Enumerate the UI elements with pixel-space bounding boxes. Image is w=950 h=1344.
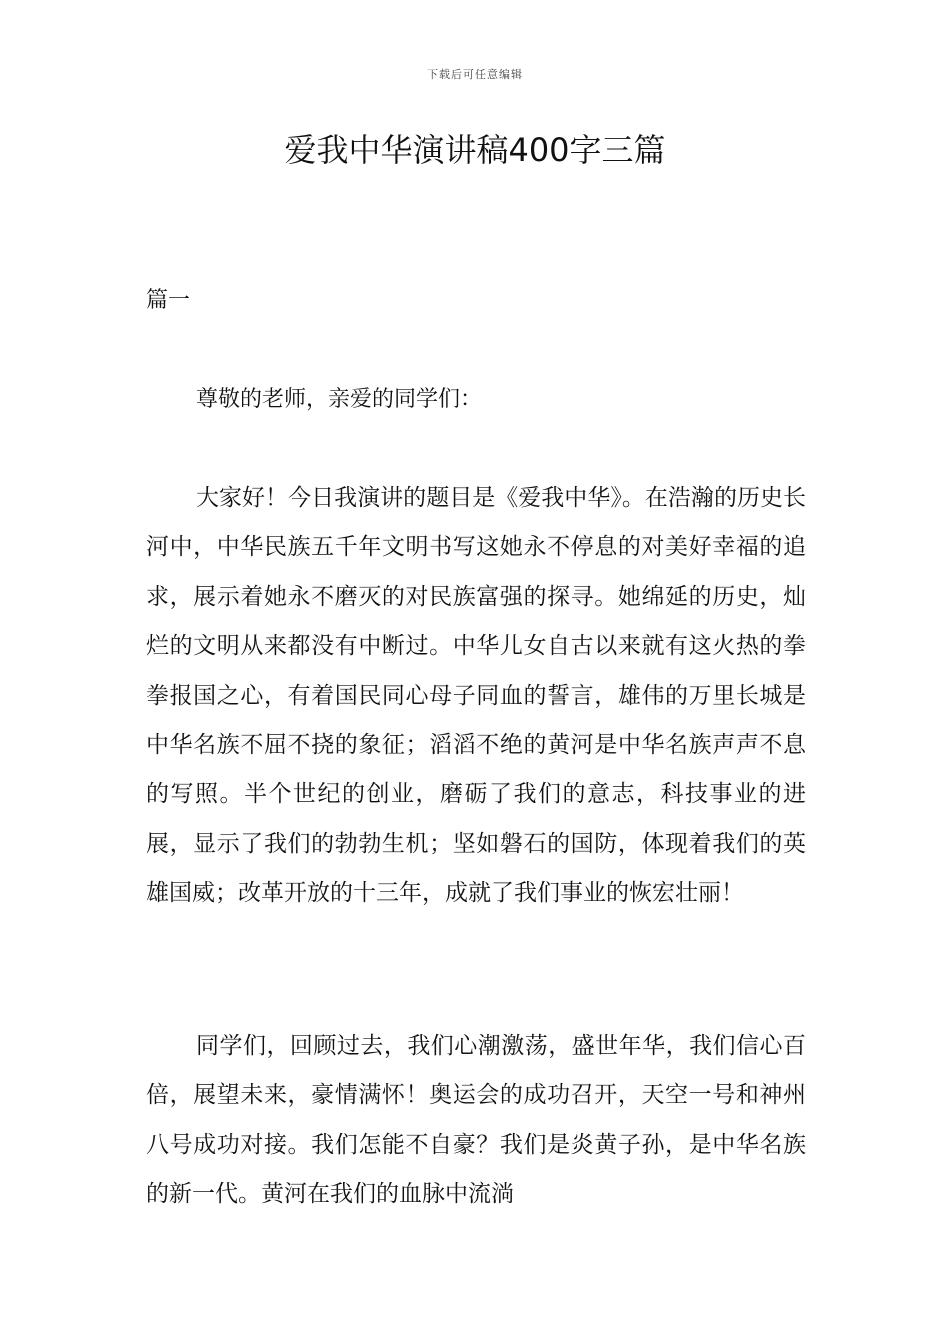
body-paragraph-1: 大家好！今日我演讲的题目是《爱我中华》。在浩瀚的历史长河中，中华民族五千年文明书写这她永不停息的对美好幸福的追求，展示着她永不磨灭的对民族富强的探寻。她绵延的历史，灿烂的文明从来都没有中断过。中华儿女自古以来就有这火热的拳拳报国之心，有着国民同心母子同血的誓言，雄伟的万里长城是中华名族不屈不挠的象征；滔滔不绝的黄河是中华名族声声不息的写照。半个世纪的创业，磨砺了我们的意志，科技事业的进展，显示了我们的勃勃生机；坚如磐石的国防，体现着我们的英雄国威；改革开放的十三年，成就了我们事业的恢宏壮丽！	[146, 485, 806, 907]
body-paragraph-2: 同学们，回顾过去，我们心潮激荡，盛世年华，我们信心百倍，展望未来，豪情满怀！奥运会的成功召开，天空一号和神州八号成功对接。我们怎能不自豪？我们是炎黄子孙，是中华名族的新一代。黄河在我们的血脉中流淌	[146, 1033, 806, 1208]
document-title: 爱我中华演讲稿400字三篇	[284, 131, 666, 169]
salutation: 尊敬的老师，亲爱的同学们：	[196, 387, 483, 412]
header-note: 下载后可任意编辑	[427, 68, 523, 81]
section-label: 篇一	[146, 288, 191, 313]
